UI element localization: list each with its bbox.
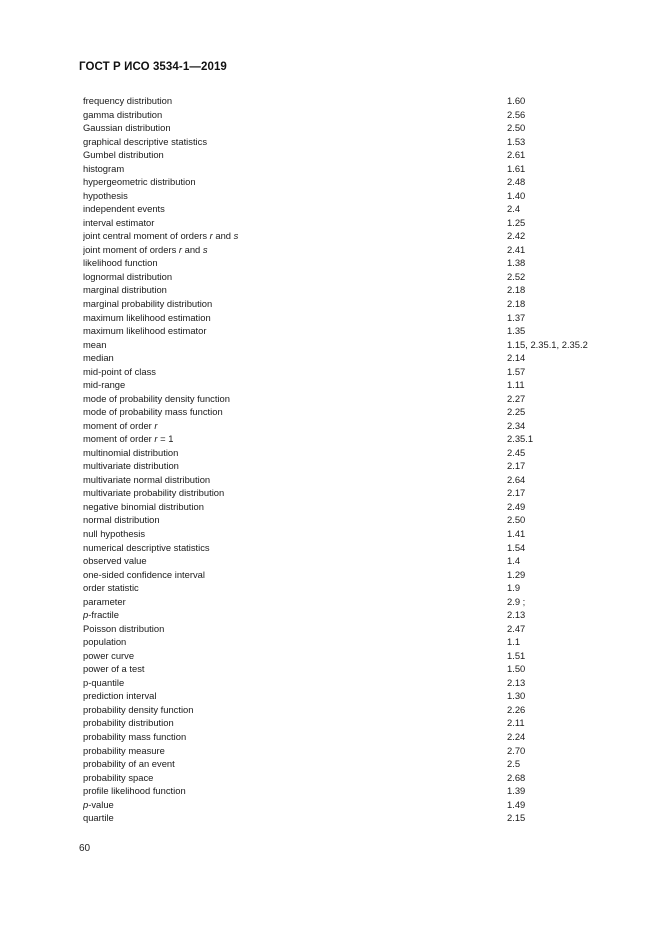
index-reference: 2.52 <box>507 270 526 282</box>
index-term: independent events <box>83 203 165 215</box>
index-entry <box>83 311 623 325</box>
index-entry <box>83 108 623 122</box>
index-reference: 1.49 <box>507 798 526 810</box>
index-term: power of a test <box>83 663 145 675</box>
index-entry <box>83 202 623 216</box>
index-reference: 2.11 <box>507 717 525 729</box>
index-reference: 2.14 <box>507 352 526 364</box>
index-term: multivariate distribution <box>83 460 179 472</box>
index-reference: 2.17 <box>507 487 526 499</box>
index-entry <box>83 216 623 230</box>
index-reference: 1.61 <box>507 162 526 174</box>
index-term: multivariate normal distribution <box>83 473 211 485</box>
index-reference: 1.41 <box>507 528 526 539</box>
index-reference: 1.25 <box>507 216 526 228</box>
index-reference: 2.34 <box>507 419 526 431</box>
index-term: numerical descriptive statistics <box>83 541 210 553</box>
index-entry <box>83 635 623 649</box>
index-entry <box>83 703 623 717</box>
index-entry <box>83 730 623 744</box>
index-reference: 2.41 <box>507 243 526 255</box>
index-reference: 1.53 <box>507 135 526 147</box>
index-term: joint central moment of orders r and s <box>83 230 239 242</box>
index-term: lognormal distribution <box>83 270 173 282</box>
index-term: order statistic <box>83 582 139 594</box>
index-term: maximum likelihood estimator <box>83 325 207 337</box>
index-term: moment of order r <box>83 419 158 431</box>
index-reference: 2.5 <box>507 758 521 770</box>
index-reference: 2.4 <box>507 203 521 215</box>
index-term: prediction interval <box>83 690 157 702</box>
index-entry <box>83 365 623 379</box>
index-reference: 1.54 <box>507 541 526 553</box>
index-entry <box>83 378 623 392</box>
index-term: hypergeometric distribution <box>83 176 196 188</box>
index-entry <box>83 500 623 514</box>
index-term: normal distribution <box>83 514 160 526</box>
index-entry <box>83 568 623 582</box>
index-reference: 2.25 <box>507 406 526 418</box>
index-reference: 2.48 <box>507 176 526 188</box>
index-reference: 2.18 <box>507 284 526 296</box>
page-number: 60 <box>79 843 91 854</box>
index-reference: 2.17 <box>507 460 526 472</box>
index-term: Poisson distribution <box>83 622 165 634</box>
index-term: marginal distribution <box>83 284 167 296</box>
index-entry <box>83 595 623 609</box>
index-term: mid-range <box>83 379 126 391</box>
index-reference: 1.4 <box>507 555 521 567</box>
index-term: gamma distribution <box>83 108 163 120</box>
index-reference: 2.35.1 <box>507 433 534 445</box>
index-reference: 1.9 <box>507 582 521 594</box>
index-term: mean <box>83 338 107 350</box>
index-entry <box>83 446 623 460</box>
index-reference: 2.27 <box>507 392 526 404</box>
index-entry <box>83 744 623 758</box>
index-term: histogram <box>83 162 125 174</box>
index-entry <box>83 689 623 703</box>
index-entry <box>83 135 623 149</box>
index-entry <box>83 676 623 690</box>
index-reference: 1.38 <box>507 257 526 269</box>
index-term: joint moment of orders r and s <box>83 243 208 255</box>
index-term: parameter <box>83 595 126 607</box>
index-term: p-fractile <box>83 609 119 621</box>
index-entry <box>83 541 623 555</box>
index-entry <box>83 771 623 785</box>
index-entry <box>83 784 623 798</box>
index-reference: 1.11 <box>507 379 525 391</box>
index-entry <box>83 554 623 568</box>
index-entry <box>83 297 623 311</box>
index-entry <box>83 662 623 676</box>
index-reference: 2.15 <box>507 812 526 824</box>
index-entry <box>83 459 623 473</box>
index-list <box>83 94 623 825</box>
index-entry <box>83 243 623 257</box>
index-entry <box>83 513 623 527</box>
index-entry <box>83 649 623 663</box>
index-term: moment of order r = 1 <box>83 433 174 445</box>
index-term: mode of probability mass function <box>83 406 223 418</box>
index-reference: 1.37 <box>507 311 526 323</box>
index-term: frequency distribution <box>83 95 173 106</box>
index-entry <box>83 581 623 595</box>
index-reference: 2.13 <box>507 676 526 688</box>
index-entry <box>83 351 623 365</box>
index-entry <box>83 148 623 162</box>
index-term: population <box>83 636 127 648</box>
index-entry <box>83 392 623 406</box>
index-reference: 1.30 <box>507 690 526 702</box>
index-entry <box>83 283 623 297</box>
index-term: probability space <box>83 771 154 783</box>
index-reference: 1.57 <box>507 365 526 377</box>
index-term: mode of probability density function <box>83 392 230 404</box>
index-term: p-quantile <box>83 676 125 688</box>
index-term: probability measure <box>83 744 165 756</box>
index-reference: 1.39 <box>507 785 526 797</box>
index-entry <box>83 757 623 771</box>
index-term: hypothesis <box>83 189 128 201</box>
index-entry <box>83 175 623 189</box>
index-entry <box>83 811 623 825</box>
index-term: maximum likelihood estimation <box>83 311 211 323</box>
index-term: median <box>83 352 114 364</box>
page-title: ГОСТ Р ИСО 3534-1—2019 <box>79 61 227 73</box>
index-entry <box>83 256 623 270</box>
index-reference: 2.64 <box>507 473 526 485</box>
index-entry <box>83 270 623 284</box>
index-entry <box>83 189 623 203</box>
index-reference: 2.18 <box>507 297 526 309</box>
index-term: probability of an event <box>83 758 175 770</box>
index-reference: 2.9 ; <box>507 595 526 607</box>
index-term: p-value <box>83 798 114 810</box>
index-term: mid-point of class <box>83 365 156 377</box>
index-term: interval estimator <box>83 216 155 228</box>
index-term: observed value <box>83 555 147 567</box>
index-entry <box>83 229 623 243</box>
index-term: graphical descriptive statistics <box>83 135 208 147</box>
index-reference: 2.24 <box>507 730 526 742</box>
index-reference: 2.70 <box>507 744 526 756</box>
index-reference: 2.45 <box>507 446 526 458</box>
index-entry <box>83 473 623 487</box>
index-reference: 1.50 <box>507 663 526 675</box>
index-reference: 1.40 <box>507 189 526 201</box>
index-entry <box>83 338 623 352</box>
index-term: quartile <box>83 812 114 824</box>
index-reference: 2.49 <box>507 500 526 512</box>
index-entry <box>83 405 623 419</box>
index-term: negative binomial distribution <box>83 500 204 512</box>
index-reference: 1.51 <box>507 649 526 661</box>
index-entry <box>83 94 623 108</box>
index-reference: 1.1 <box>507 636 521 648</box>
index-reference: 2.68 <box>507 771 526 783</box>
index-entry <box>83 608 623 622</box>
index-entry <box>83 798 623 812</box>
index-reference: 2.13 <box>507 609 526 621</box>
index-term: multinomial distribution <box>83 446 179 458</box>
index-reference: 1.29 <box>507 568 526 580</box>
index-term: marginal probability distribution <box>83 297 213 309</box>
index-entry <box>83 716 623 730</box>
index-term: probability distribution <box>83 717 174 729</box>
index-term: one-sided confidence interval <box>83 568 205 580</box>
index-reference: 2.50 <box>507 122 526 134</box>
index-entry <box>83 622 623 636</box>
index-term: Gumbel distribution <box>83 149 164 161</box>
index-reference: 2.50 <box>507 514 526 526</box>
index-entry <box>83 432 623 446</box>
index-term: probability mass function <box>83 730 187 742</box>
index-term: null hypothesis <box>83 528 146 539</box>
index-reference: 1.35 <box>507 325 526 337</box>
index-entry <box>83 162 623 176</box>
index-reference: 2.26 <box>507 703 526 715</box>
index-entry <box>83 324 623 338</box>
index-term: likelihood function <box>83 257 158 269</box>
index-entry <box>83 121 623 135</box>
index-term: profile likelihood function <box>83 785 186 797</box>
index-term: probability density function <box>83 703 194 715</box>
index-reference: 1.15, 2.35.1, 2.35.2 <box>507 338 588 350</box>
index-term: multivariate probability distribution <box>83 487 225 499</box>
index-term: power curve <box>83 649 135 661</box>
index-reference: 2.47 <box>507 622 526 634</box>
index-term: Gaussian distribution <box>83 122 171 134</box>
index-reference: 1.60 <box>507 95 526 106</box>
index-reference: 2.42 <box>507 230 526 242</box>
index-reference: 2.61 <box>507 149 526 161</box>
index-entry <box>83 527 623 541</box>
index-entry <box>83 486 623 500</box>
index-entry <box>83 419 623 433</box>
index-reference: 2.56 <box>507 108 526 120</box>
